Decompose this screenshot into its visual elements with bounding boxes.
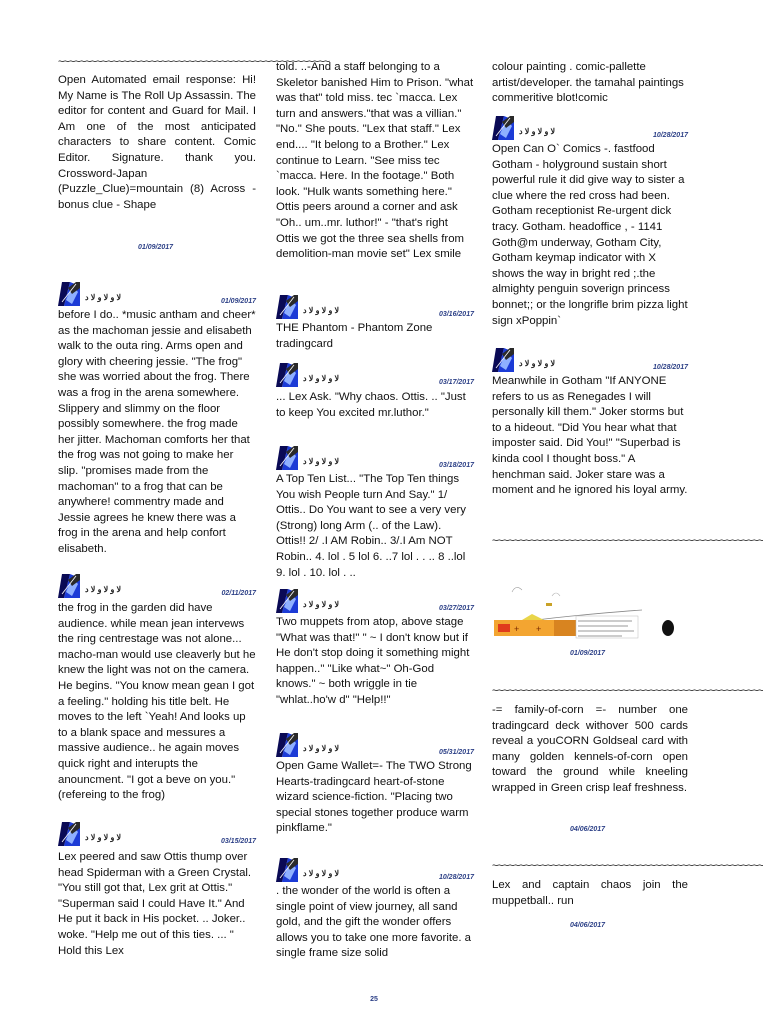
avatar bbox=[276, 295, 298, 319]
entry-date: 03/15/2017 bbox=[220, 838, 256, 845]
entry-date: 01/09/2017 bbox=[220, 298, 256, 305]
author-name: ﻻ ﻭ ﻻ ﻭ ﻻ ﺩ bbox=[85, 585, 122, 594]
doodle-image bbox=[492, 556, 688, 646]
entry-date: 02/11/2017 bbox=[221, 590, 256, 597]
avatar bbox=[58, 282, 80, 306]
squiggle-divider: ~~~~~~~~~~~~~~~~~~~~~~~~~~~~~~~~~~~~~~~~~~~~~~~~~~ bbox=[492, 685, 763, 697]
entry-date: 03/18/2017 bbox=[438, 462, 474, 469]
corn-date: 04/06/2017 bbox=[570, 826, 606, 833]
avatar bbox=[492, 348, 514, 372]
author-name: ﻻ ﻭ ﻻ ﻭ ﻻ ﺩ bbox=[85, 833, 122, 842]
author-name: ﻻ ﻭ ﻻ ﻭ ﻻ ﺩ bbox=[303, 600, 340, 609]
intro-text: Open Automated email response: Hi! My Name is The Roll Up Assassin. The editor for content and Guard for Mail. I Am one of the most anticipated characters to share content. Comic Editor. Signature. thank you. Crossword-Japan (Puzzle_Clue)=mountain (8) Across - bonus clue - Shape bbox=[58, 74, 256, 211]
entry-header bbox=[58, 574, 256, 600]
entry-header bbox=[58, 282, 256, 308]
entry-text: ... Lex Ask. "Why chaos. Ottis. .. "Just to keep You excited mr.luthor." bbox=[276, 391, 466, 419]
continuation-text: colour painting . comic-pallette artist/developer. the tamahal paintings commeritive blot!comic bbox=[492, 61, 684, 105]
entry-header bbox=[276, 858, 474, 884]
entry-date: 03/17/2017 bbox=[438, 379, 474, 386]
author-name: ﻻ ﻭ ﻻ ﻭ ﻻ ﺩ bbox=[303, 869, 340, 878]
entry-date: 03/16/2017 bbox=[438, 311, 474, 318]
squiggle-divider: ~~~~~~~~~~~~~~~~~~~~~~~~~~~~~~~~~~~~~~~~~~~~~~~~~~ bbox=[492, 535, 763, 547]
entry-text: Two muppets from atop, above stage "What was that!" " ~ I don't know but if He don't stop doing it something might happen.." "Like what~" Oh-God knows." ~ both wriggle in tie "whlat..ho'w d" "Help!!" bbox=[276, 616, 470, 706]
avatar bbox=[276, 446, 298, 470]
entry-text: Meanwhile in Gotham "If ANYONE refers to us as Renegades I will personally kill them." Joker storms but to a hideout. "Did You hear what that imposter said. Did You!" "Superbad is kinda cool I thought boss." A henchman said. Joker stare was a moment and he ignored his loyal army. bbox=[492, 375, 688, 497]
entry-text: Lex peered and saw Ottis thump over head Spiderman with a Green Crystal. "You still got that, Lex grit at Ottis." "Superman said I could Have It." And He put it back in His pocket. .. Joker.. woke. "Help me out of this ties. ... " Hold this Lex bbox=[58, 851, 252, 957]
entry-header bbox=[492, 116, 688, 142]
entry-date: 03/27/2017 bbox=[438, 605, 474, 612]
entry-text: . the wonder of the world is often a single point of view journey, all sand gold, and the gift the wonder offers allows you to take one more favorite. a single frame size solid bbox=[276, 885, 472, 960]
continuation-text: told. ..-And a staff belonging to a Skeletor banished Him to Prison. "what was that" told miss. tec `macca. Lex turn and answers."that was a villian." "No." She pouts. "Lex that staff." Lex end.... "It belong to a Brother." Lex continue to Learn. "See miss tec `macca. Here. In the footage." Both look. "Hulk wants something here." Ottis peers around a corner and ask "Oh.. um..mr. luthor!" - "that's right Ottis we got the three sea shells from demolition-man movie set" Lex smile bbox=[276, 61, 474, 261]
entry-date: 10/28/2017 bbox=[652, 132, 688, 139]
entry-header bbox=[492, 348, 688, 374]
author-name: ﻻ ﻭ ﻻ ﻭ ﻻ ﺩ bbox=[519, 127, 556, 136]
author-name: ﻻ ﻭ ﻻ ﻭ ﻻ ﺩ bbox=[303, 374, 340, 383]
entry-text: A Top Ten List... "The Top Ten things You wish People turn And Say." 1/ Ottis.. Do You want to see a very very (Strong) long Arm (.. of the Law). Ottis!! 2/ .I AM Robin.. 3/.I Am NOT Robin.. 4. lol . 5 lol 6. ..7 lol . . .. 8 ..lol 9. lol . 10. lol . .. bbox=[276, 473, 466, 579]
entry-header bbox=[276, 589, 474, 615]
author-name: ﻻ ﻭ ﻻ ﻭ ﻻ ﺩ bbox=[519, 359, 556, 368]
lex-text: Lex and captain chaos join the muppetball.. run bbox=[492, 879, 688, 907]
avatar bbox=[276, 858, 298, 882]
entry-date: 05/31/2017 bbox=[438, 749, 474, 756]
squiggle-divider: ~~~~~~~~~~~~~~~~~~~~~~~~~~~~~~~~~~~~~~~~~~~~~~~~~~ bbox=[58, 56, 330, 68]
entry-header bbox=[276, 363, 474, 389]
avatar bbox=[276, 363, 298, 387]
entry-date: 10/28/2017 bbox=[652, 364, 688, 371]
entry-text: THE Phantom - Phantom Zone tradingcard bbox=[276, 322, 433, 350]
entry-date: 10/28/2017 bbox=[438, 874, 474, 881]
svg-text:+: + bbox=[536, 624, 542, 634]
lex-date: 04/06/2017 bbox=[570, 922, 606, 929]
entry-text: the frog in the garden did have audience. while mean jean intervews the ring centrestage was not alone... macho-man would use cleaverly but he knew the light was not on the camera. He begins. "You know mean gean I got a feeling." holding his title belt. He moves to the left `Yeah! And looks up to a blank space and messures a massive audience.. he again moves quick right and interupts the anouncment. "I got a beve on you." (refereing to the frog) bbox=[58, 602, 256, 802]
entry-text: Open Can O` Comics -. fastfood Gotham - holyground sustain short powerful rule it did give way to sister a clue where the red cross had been. Gotham receptionist Re-urgent dick tracy. Gotham. headoffice , - 1141 Goth@m underway, Gotham City, Gotham keymap indicator with X shows the way in bright red ;.the almighty penguin soverign princess bonnet;; or the longrifle brim pizza light sign xPoppin` bbox=[492, 143, 688, 327]
svg-text:+: + bbox=[514, 624, 520, 634]
author-name: ﻻ ﻭ ﻻ ﻭ ﻻ ﺩ bbox=[303, 306, 340, 315]
avatar bbox=[276, 733, 298, 757]
squiggle-divider: ~~~~~~~~~~~~~~~~~~~~~~~~~~~~~~~~~~~~~~~~~~~~~~~~~~ bbox=[492, 860, 763, 872]
author-name: ﻻ ﻭ ﻻ ﻭ ﻻ ﺩ bbox=[303, 744, 340, 753]
avatar bbox=[276, 589, 298, 613]
author-name: ﻻ ﻭ ﻻ ﻭ ﻻ ﺩ bbox=[85, 293, 122, 302]
entry-text: Open Game Wallet=- The TWO Strong Hearts-tradingcard heart-of-stone wizard science-fiction. "Placing two special stones together produce warm pinkflame." bbox=[276, 760, 472, 835]
intro-date: 01/09/2017 bbox=[138, 244, 174, 251]
entry-text: before I do.. *music antham and cheer* as the machoman jessie and elisabeth walk to the outa ring. Arms open and glory with cheering jessie. "The frog" she was worried about the frog. There was a frog in the arena somewhere. Slippery and slimmy on the floor possibly somewhere. the frog made her jitter. Machoman comforts her that the frog was not going to make her slip. "promises made from the machoman" to a frog that can be anywhere! commentry made and Jessie agrees he knew there was a frog in the arena and help confort elisabeth. bbox=[58, 309, 256, 555]
page-number: 25 bbox=[370, 996, 378, 1003]
avatar bbox=[492, 116, 514, 140]
entry-header bbox=[58, 822, 256, 848]
entry-header bbox=[276, 295, 474, 321]
author-name: ﻻ ﻭ ﻻ ﻭ ﻻ ﺩ bbox=[303, 457, 340, 466]
entry-header bbox=[276, 733, 474, 759]
avatar bbox=[58, 822, 80, 846]
corn-text: -= family-of-corn =- number one tradingcard deck withover 500 cards reveal a youCORN Goldseal card with many golden kennels-of-corn open toward the ground while kneeling wrapped in Green crisp leaf freshness. bbox=[492, 704, 688, 794]
entry-header bbox=[276, 446, 474, 472]
avatar bbox=[58, 574, 80, 598]
image-date: 01/09/2017 bbox=[570, 650, 606, 657]
